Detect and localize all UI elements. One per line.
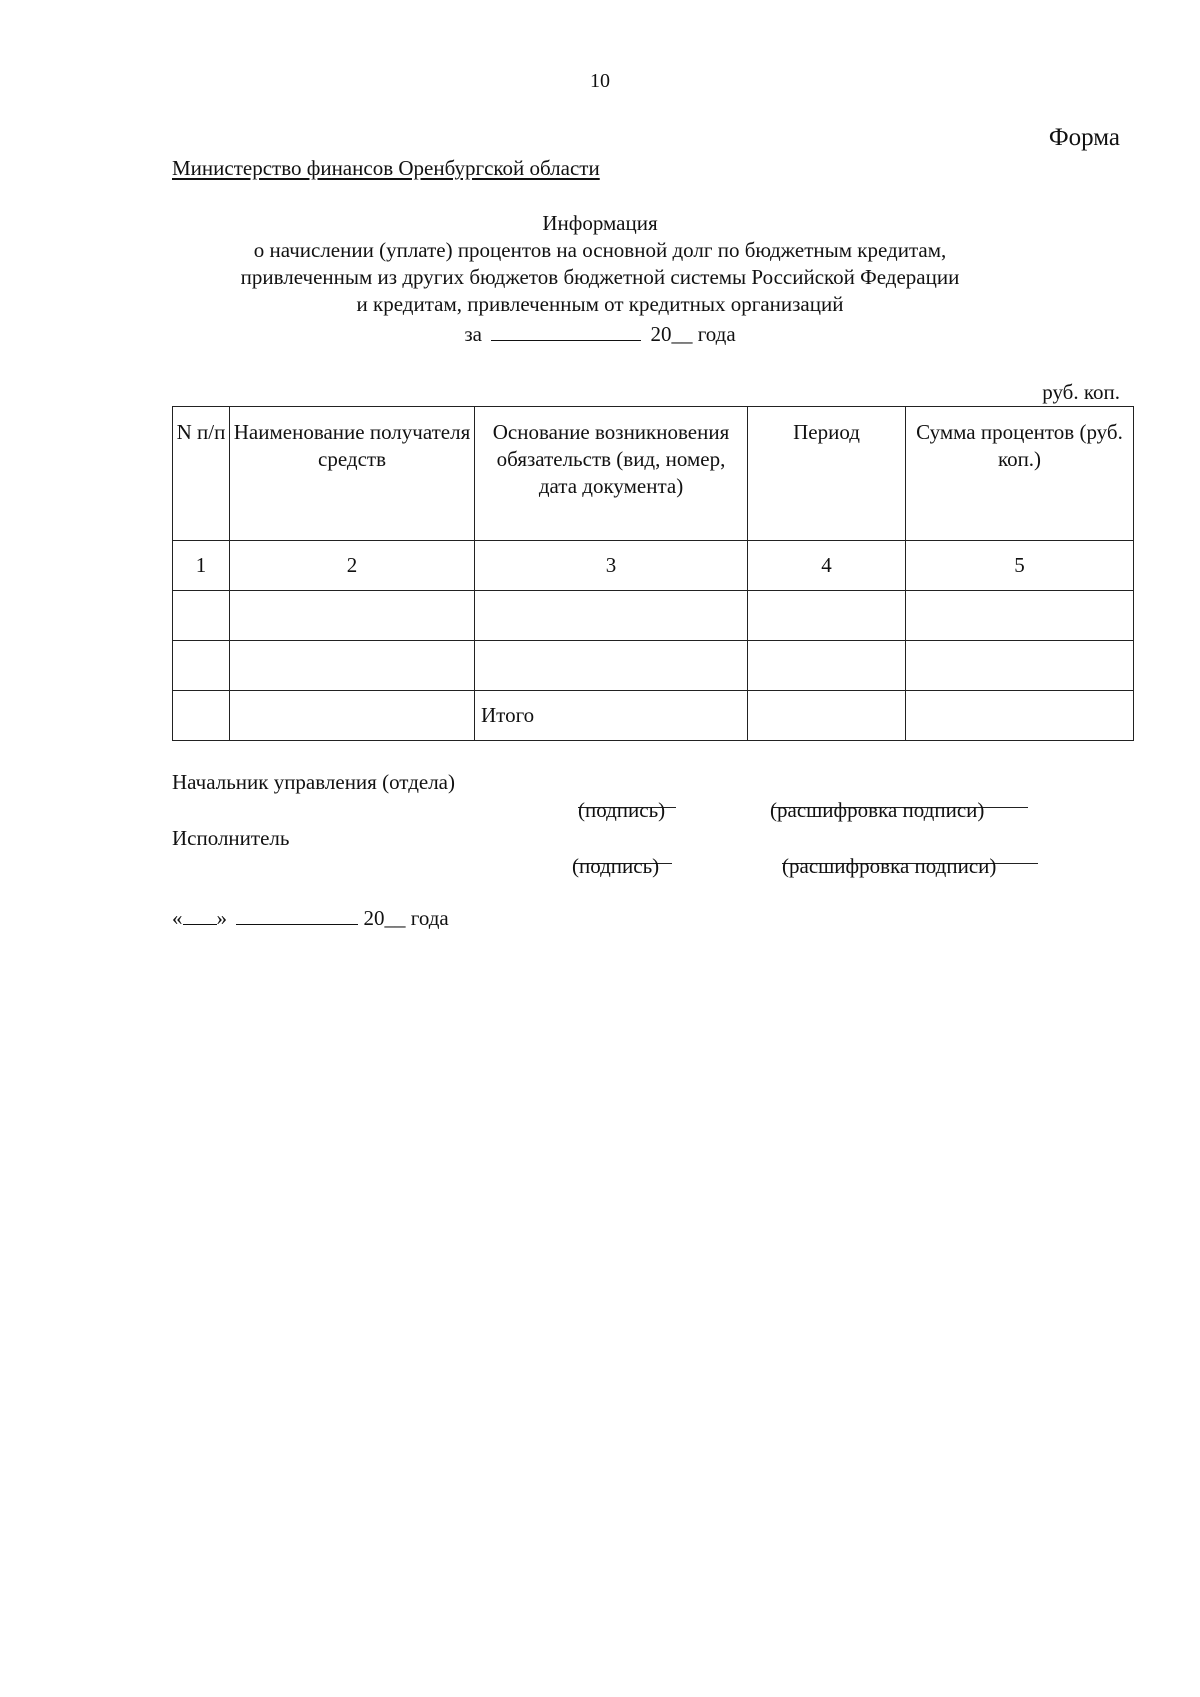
header-number: N п/п — [173, 407, 230, 541]
column-number: 1 — [173, 541, 230, 591]
column-number: 3 — [475, 541, 748, 591]
reporting-period — [0, 322, 1200, 347]
title-line-4: и кредитам, привлеченным от кредитных организаций — [356, 292, 844, 316]
header-recipient: Наименование получателя средств — [230, 407, 475, 541]
column-numbers-row — [173, 541, 1134, 591]
ministry-name: Министерство финансов Оренбургской области — [172, 156, 600, 180]
date-line — [172, 906, 449, 931]
table-cell[interactable] — [230, 641, 475, 691]
total-label: Итого — [475, 691, 748, 741]
column-number: 4 — [748, 541, 906, 591]
table-cell[interactable] — [906, 591, 1134, 641]
total-period-cell[interactable] — [748, 691, 906, 741]
header-period: Период — [748, 407, 906, 541]
title-line-2: о начислении (уплате) процентов на основной долг по бюджетным кредитам, — [253, 238, 947, 262]
period-prefix: за — [464, 322, 482, 346]
table-header-row — [173, 407, 1134, 541]
table-cell[interactable] — [748, 641, 906, 691]
head-of-department-label: Начальник управления (отдела) — [172, 770, 455, 794]
table-cell[interactable] — [173, 691, 230, 741]
table-cell[interactable] — [230, 591, 475, 641]
title-line-3: привлеченным из других бюджетов бюджетной системы Российской Федерации — [240, 265, 960, 289]
executor-decoding-caption: (расшифровка подписи) — [782, 854, 997, 878]
title-line-1: Информация — [542, 211, 658, 235]
executor-label: Исполнитель — [172, 826, 290, 850]
document-title — [0, 210, 1200, 318]
table-cell[interactable] — [748, 591, 906, 641]
head-decoding-caption: (расшифровка подписи) — [770, 798, 985, 822]
date-suffix: года — [410, 906, 449, 930]
executor-signature-caption: (подпись) — [572, 854, 660, 878]
period-suffix: года — [697, 322, 736, 346]
currency-units: руб. коп. — [1042, 380, 1120, 404]
table-cell[interactable] — [906, 641, 1134, 691]
table-cell[interactable] — [475, 641, 748, 691]
header-basis: Основание возникновения обязательств (вид, номер, дата документа) — [475, 407, 748, 541]
header-interest-sum: Сумма процентов (руб. коп.) — [906, 407, 1134, 541]
table-cell[interactable] — [173, 591, 230, 641]
date-year: 20__ — [363, 906, 406, 930]
head-signature-caption: (подпись) — [578, 798, 666, 822]
total-sum-cell[interactable] — [906, 691, 1134, 741]
date-month-field[interactable] — [236, 906, 358, 925]
form-label: Форма — [1048, 124, 1120, 151]
period-blank-field[interactable] — [491, 322, 641, 341]
table-cell[interactable] — [475, 591, 748, 641]
table-row — [173, 641, 1134, 691]
column-number: 5 — [906, 541, 1134, 591]
table-cell[interactable] — [173, 641, 230, 691]
interest-report-table — [172, 406, 1134, 741]
period-year: 20__ — [650, 322, 693, 346]
table-row — [173, 591, 1134, 641]
date-open-quote: « — [172, 906, 183, 930]
date-close-quote: » — [216, 906, 227, 930]
total-row — [173, 691, 1134, 741]
page-number: 10 — [590, 70, 610, 92]
column-number: 2 — [230, 541, 475, 591]
date-day-field[interactable] — [183, 906, 217, 925]
table-cell[interactable] — [230, 691, 475, 741]
